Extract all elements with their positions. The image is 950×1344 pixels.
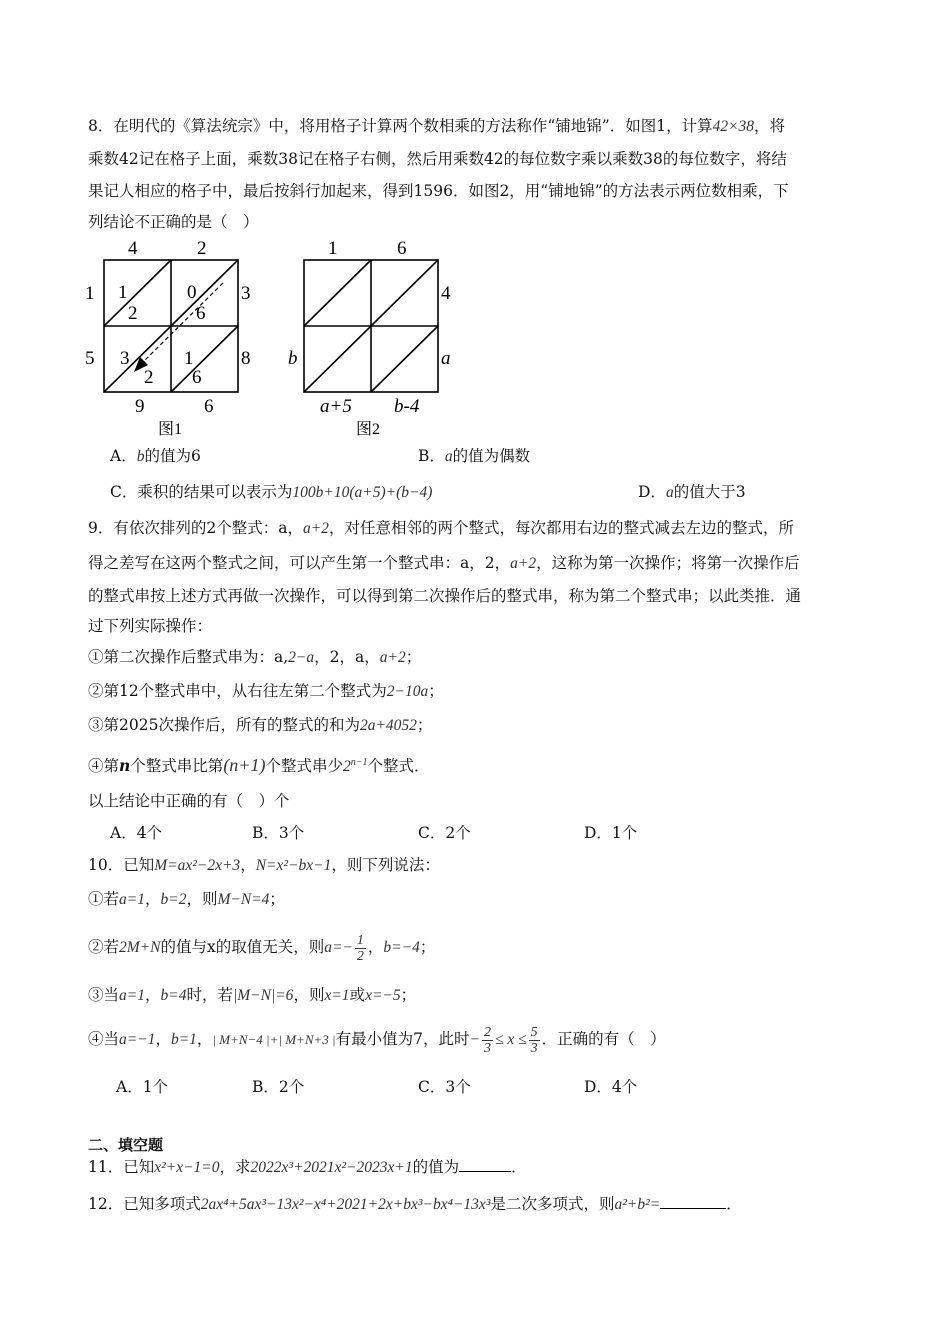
q10-statement-3: ③当a=1，b=4时，若|M−N|=6，则x=1或x=−5； (88, 986, 417, 1004)
q8-line2: 乘数42记在格子上面，乘数38记在格子右侧，然后用乘数42的每位数字乘以乘数38的每位数字，将结 (88, 150, 787, 168)
q10-option-b[interactable]: B．2个 (252, 1078, 305, 1096)
q9-line1: 9．有依次排列的2个整式：a，a+2，对任意相邻的两个整式，每次都用右边的整式减去左边的整式，所 (88, 519, 794, 537)
fig1-right-0: 3 (241, 283, 251, 304)
q8-option-d[interactable]: D．a的值大于3 (638, 483, 746, 501)
q9-option-b[interactable]: B．3个 (252, 824, 305, 842)
q9-conclusion: 以上结论中正确的有（ ）个 (88, 792, 290, 810)
fig1-caption: 图1 (158, 421, 183, 438)
fig2-bottom-0: a+5 (320, 396, 352, 417)
fig1-top-0: 4 (128, 238, 138, 259)
figure-1 (80, 235, 270, 440)
q9-line2: 得之差写在这两个整式之间，可以产生第一个整式串：a，2，a+2，这称为第一次操作；将第一次操作后 (88, 554, 800, 572)
fig1-cell-2-ones: 2 (144, 367, 154, 388)
q11-answer-blank[interactable] (459, 1157, 511, 1172)
fig1-cell-3-ones: 6 (192, 367, 202, 388)
fig2-right-0: 4 (441, 283, 451, 304)
q8-line1: 8．在明代的《算法统宗》中，将用格子计算两个数相乘的方法称作“铺地锦”．如图1，计算42×38，将 (88, 117, 786, 135)
q9-statement-3: ③第2025次操作后，所有的整式的和为2a+4052； (88, 716, 433, 734)
fig2-bottom-1: b-4 (394, 396, 420, 417)
fig1-cell-0-ones: 2 (128, 303, 138, 324)
q8-option-c[interactable]: C．乘积的结果可以表示为100b+10(a+5)+(b−4) (110, 483, 433, 501)
q8-option-b[interactable]: B．a的值为偶数 (418, 447, 531, 465)
fig1-cell-3-tens: 1 (184, 348, 194, 369)
q11: 11．已知x²+x−1=0，求2022x³+2021x²−2023x+1的值为 ． (88, 1158, 527, 1176)
q10-line1: 10．已知M=ax²−2x+3，N=x²−bx−1，则下列说法： (88, 856, 440, 874)
q10-statement-2: ②若2M+N的值与x的取值无关，则a=− $\frac{1}{2}$ ，b=−4； (88, 932, 436, 964)
fig1-cell-2-tens: 3 (120, 348, 130, 369)
q8-line4: 列结论不正确的是（ ） (88, 213, 259, 231)
q10-option-c[interactable]: C．3个 (418, 1078, 471, 1096)
q12: 12．已知多项式2ax⁴+5ax³−13x²−x⁴+2021+2x+bx³−bx⁴−13x³是二次多项式，则a²+b²= ． (88, 1195, 742, 1213)
fig1-cell-1-tens: 0 (187, 282, 197, 303)
q9-option-d[interactable]: D．1个 (584, 824, 638, 842)
diagonal-arrow (134, 283, 223, 372)
q9-statement-1: ①第二次操作后整式串为：a,2−a，2，a，a+2； (88, 648, 422, 666)
q9-statement-2: ②第12个整式串中，从右往左第二个整式为2−10a； (88, 682, 444, 700)
fig1-cell-0-tens: 1 (118, 282, 128, 303)
q10-option-a[interactable]: A．1个 (116, 1078, 169, 1096)
q10-statement-1: ①若a=1，b=2，则M−N=4； (88, 890, 285, 908)
q9-line4: 过下列实际操作： (88, 617, 213, 635)
fraction-two-thirds: $\frac{2}{3}$ (483, 1024, 491, 1056)
q10-statement-4: ④当a=−1，b=1，| M+N−4 |+| M+N+3 |有最小值为7，此时− $\frac{2}{3}$ ≤ x ≤ $\frac{5}{3}$ ．正确的有（ ） (88, 1024, 666, 1056)
fig1-left-0: 1 (85, 283, 95, 304)
fig2-top-0: 1 (328, 238, 338, 259)
fig1-bottom-1: 6 (204, 396, 214, 417)
q9-line3: 的整式串按上述方式再做一次操作，可以得到第二次操作后的整式串，称为第二个整式串；以此类推．通 (88, 587, 802, 605)
q12-answer-blank[interactable] (660, 1194, 726, 1209)
q9-option-a[interactable]: A．4个 (110, 824, 163, 842)
fig2-right-1: a (441, 348, 451, 369)
q8-line3: 果记人相应的格子中，最后按斜行加起来，得到1596．如图2，用“铺地锦”的方法表示两位数相乘，下 (88, 182, 789, 200)
fig2-left-1: b (288, 348, 298, 369)
fig1-cell-1-ones: 6 (196, 303, 206, 324)
section-title-fill-in: 二、填空题 (88, 1136, 164, 1154)
fig2-caption: 图2 (356, 421, 381, 438)
figure-2 (280, 235, 465, 440)
q8-option-a[interactable]: A．b的值为6 (110, 447, 201, 465)
fraction-five-thirds: $\frac{5}{3}$ (530, 1024, 538, 1056)
q9-statement-4: ④第n个整式串比第(n+1)个整式串少$2^{n-1}$个整式． (88, 755, 430, 776)
fig1-bottom-0: 9 (135, 396, 145, 417)
q9-option-c[interactable]: C．2个 (418, 824, 471, 842)
fig1-top-1: 2 (197, 238, 207, 259)
fig2-top-1: 6 (397, 238, 407, 259)
fig1-left-1: 5 (85, 348, 95, 369)
fig1-right-1: 8 (241, 348, 251, 369)
q10-option-d[interactable]: D．4个 (584, 1078, 638, 1096)
fraction-one-half: $\frac{1}{2}$ (356, 932, 364, 964)
